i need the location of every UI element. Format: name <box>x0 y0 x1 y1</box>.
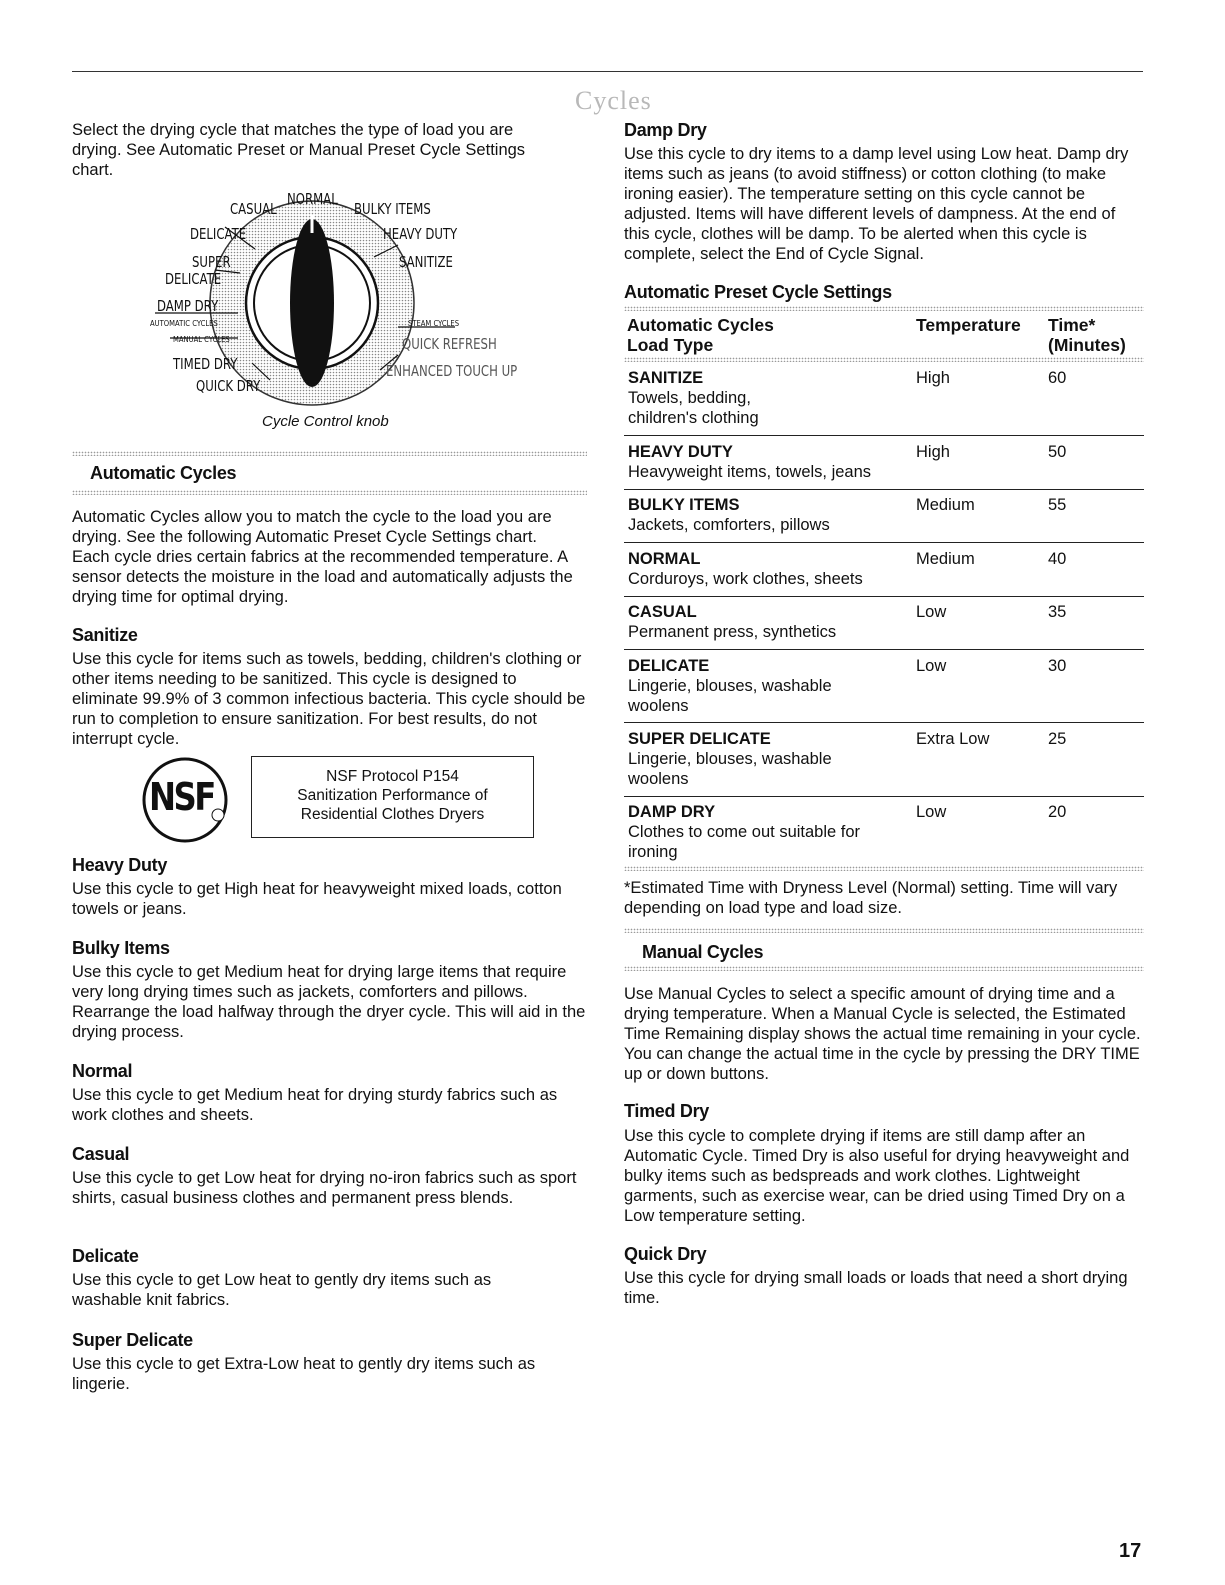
cycle-desc: Corduroys, work clothes, sheets <box>628 570 863 588</box>
cycle-temp: Medium <box>916 496 975 514</box>
knob-label-casual: CASUAL <box>230 200 277 218</box>
super-delicate-text: Use this cycle to get Extra-Low heat to gently dry items such as lingerie. <box>72 1355 536 1393</box>
row-divider <box>624 796 1144 797</box>
sanitize-text: Use this cycle for items such as towels, bedding, children's clothing or other items needing to be sanitized. This cycle is designed to eliminate 99.9% of 3 common infectious bacteria. This cycle should be run to completion to ensure sanitization. For best results, do not interrupt cycle. <box>72 650 586 748</box>
automatic-cycles-heading: Automatic Cycles <box>90 463 237 483</box>
nsf-protocol-box <box>251 756 534 838</box>
row-divider <box>624 649 1144 650</box>
timed-dry-text: Use this cycle to complete drying if items are still damp after an Automatic Cycle. Timed Dry is also useful for drying heavyweight and bulky items such as bedspreads and work clothes. Lightweight garments, such as exercise wear, can be dried using Timed Dry on a Low temperature setting. <box>624 1127 1130 1225</box>
cycle-name: CASUAL <box>628 603 697 621</box>
bulky-items-text: Use this cycle to get Medium heat for drying large items that require very long drying times such as jackets, comforters and pillows. Rearrange the load halfway through the dryer cycle. This will aid in the drying process. <box>72 963 586 1041</box>
bulky-items-heading: Bulky Items <box>72 938 170 958</box>
col-header-time: Time* <box>1048 315 1096 335</box>
page-title: Cycles <box>575 86 652 115</box>
dotted-rule <box>72 451 587 456</box>
knob-label-heavy-duty: HEAVY DUTY <box>383 225 458 243</box>
dotted-rule <box>624 866 1144 871</box>
knob-label-normal: NORMAL <box>287 190 338 208</box>
nsf-logo <box>140 755 230 845</box>
knob-label-quick-dry: QUICK DRY <box>196 377 261 395</box>
knob-label-damp-dry: DAMP DRY <box>157 297 219 315</box>
dotted-rule <box>624 928 1144 933</box>
cycle-time: 20 <box>1048 803 1067 821</box>
cycle-desc: Jackets, comforters, pillows <box>628 516 830 534</box>
page-number: 17 <box>1119 1540 1142 1562</box>
normal-text: Use this cycle to get Medium heat for drying sturdy fabrics such as work clothes and sheets. <box>72 1086 558 1124</box>
cycle-desc: Lingerie, blouses, washable woolens <box>628 677 832 715</box>
cycle-time: 55 <box>1048 496 1067 514</box>
dotted-rule <box>72 490 587 495</box>
knob-label-delicate: DELICATE <box>190 225 247 243</box>
cycle-temp: Low <box>916 603 947 621</box>
heavy-duty-text: Use this cycle to get High heat for heavyweight mixed loads, cotton towels or jeans. <box>72 880 562 918</box>
manual-cycles-heading: Manual Cycles <box>642 942 764 962</box>
automatic-cycles-text: Automatic Cycles allow you to match the cycle to the load you are drying. See the following Automatic Preset Cycle Settings chart. Each cycle dries certain fabrics at the recommended temperature. A sensor detects the moisture in the load and automatically adjusts the drying time for optimal drying. <box>72 508 573 606</box>
col-header-cycles: Automatic Cycles <box>627 315 774 335</box>
knob-label-automatic-cycles: AUTOMATIC CYCLES <box>150 319 218 328</box>
knob-label-manual-cycles: MANUAL CYCLES <box>173 335 230 344</box>
cycle-temp: High <box>916 443 950 461</box>
col-header-temperature: Temperature <box>916 315 1021 335</box>
row-divider <box>624 435 1144 436</box>
intro-text: Select the drying cycle that matches the type of load you are drying. See Automatic Preset or Manual Preset Cycle Settings chart. <box>72 121 526 179</box>
casual-text: Use this cycle to get Low heat for drying no-iron fabrics such as sport shirts, casual business clothes and permanent press blends. <box>72 1169 577 1207</box>
dotted-rule <box>624 966 1144 971</box>
super-delicate-heading: Super Delicate <box>72 1330 193 1350</box>
cycle-name: SANITIZE <box>628 369 704 387</box>
row-divider <box>624 542 1144 543</box>
dotted-rule <box>624 306 1144 311</box>
cycle-desc: Towels, bedding, children's clothing <box>628 389 759 427</box>
cycle-desc: Permanent press, synthetics <box>628 623 837 641</box>
row-divider <box>624 722 1144 723</box>
cycle-temp: Extra Low <box>916 730 990 748</box>
heavy-duty-heading: Heavy Duty <box>72 855 168 875</box>
cycle-temp: Medium <box>916 550 975 568</box>
nsf-box-line: Sanitization Performance of <box>297 787 488 804</box>
cycle-time: 35 <box>1048 603 1067 621</box>
cycle-time: 50 <box>1048 443 1067 461</box>
cycle-time: 25 <box>1048 730 1067 748</box>
cycle-desc: Heavyweight items, towels, jeans <box>628 463 872 481</box>
delicate-heading: Delicate <box>72 1246 139 1266</box>
nsf-box-line: NSF Protocol P154 <box>326 768 459 785</box>
cycle-name: BULKY ITEMS <box>628 496 740 514</box>
normal-heading: Normal <box>72 1061 133 1081</box>
quick-dry-heading: Quick Dry <box>624 1244 707 1264</box>
row-divider <box>624 489 1144 490</box>
timed-dry-heading: Timed Dry <box>624 1101 709 1121</box>
knob-label-super: SUPER <box>192 253 231 271</box>
dotted-rule <box>624 357 1144 362</box>
knob-label-bulky-items: BULKY ITEMS <box>354 200 431 218</box>
col-header-minutes: (Minutes) <box>1048 335 1126 355</box>
cycle-temp: Low <box>916 657 947 675</box>
table-footnote: *Estimated Time with Dryness Level (Normal) setting. Time will vary depending on load type and load size. <box>624 879 1118 917</box>
cycle-temp: Low <box>916 803 947 821</box>
knob-label-timed-dry: TIMED DRY <box>173 355 238 373</box>
cycle-name: HEAVY DUTY <box>628 443 733 461</box>
cycle-name: DAMP DRY <box>628 803 716 821</box>
quick-dry-text: Use this cycle for drying small loads or loads that need a short drying time. <box>624 1269 1128 1307</box>
cycle-control-knob-diagram <box>140 185 540 410</box>
knob-label-enhanced-touch-up: ENHANCED TOUCH UP <box>386 362 518 380</box>
cycle-desc: Lingerie, blouses, washable woolens <box>628 750 832 788</box>
col-header-load-type: Load Type <box>627 335 714 355</box>
manual-cycles-text: Use Manual Cycles to select a specific amount of drying time and a drying temperature. When a Manual Cycle is selected, the Estimated Time Remaining display shows the actual time remaining in your cycle. You can change the actual time in the cycle by pressing the DRY TIME up or down buttons. <box>624 985 1141 1083</box>
cycle-temp: High <box>916 369 950 387</box>
top-rule <box>72 71 1143 72</box>
knob-label-super-delicate: DELICATE <box>165 270 222 288</box>
cycle-time: 40 <box>1048 550 1067 568</box>
cycle-time: 60 <box>1048 369 1067 387</box>
knob-label-quick-refresh: QUICK REFRESH <box>402 335 497 353</box>
damp-dry-text: Use this cycle to dry items to a damp level using Low heat. Damp dry items such as jeans (to avoid stiffness) or cotton clothing (to make ironing easier). The temperature setting on this cycle cannot be adjusted. Items will have different levels of dampness. At the end of this cycle, clothes will be damp. To be alerted when this cycle is complete, select the End of Cycle Signal. <box>624 145 1129 263</box>
preset-table-heading: Automatic Preset Cycle Settings <box>624 282 892 302</box>
knob-label-steam-cycles: STEAM CYCLES <box>408 319 460 328</box>
knob-caption: Cycle Control knob <box>262 413 389 430</box>
casual-heading: Casual <box>72 1144 130 1164</box>
knob-label-sanitize: SANITIZE <box>399 253 453 271</box>
damp-dry-heading: Damp Dry <box>624 120 707 140</box>
nsf-logo-text: NSF <box>149 775 214 819</box>
delicate-text: Use this cycle to get Low heat to gently dry items such as washable knit fabrics. <box>72 1271 492 1309</box>
cycle-name: SUPER DELICATE <box>628 730 771 748</box>
nsf-box-line: Residential Clothes Dryers <box>300 806 485 823</box>
cycle-desc: Clothes to come out suitable for ironing <box>628 823 861 861</box>
cycle-name: DELICATE <box>628 657 710 675</box>
cycle-name: NORMAL <box>628 550 701 568</box>
row-divider <box>624 596 1144 597</box>
cycle-time: 30 <box>1048 657 1067 675</box>
sanitize-heading: Sanitize <box>72 625 138 645</box>
